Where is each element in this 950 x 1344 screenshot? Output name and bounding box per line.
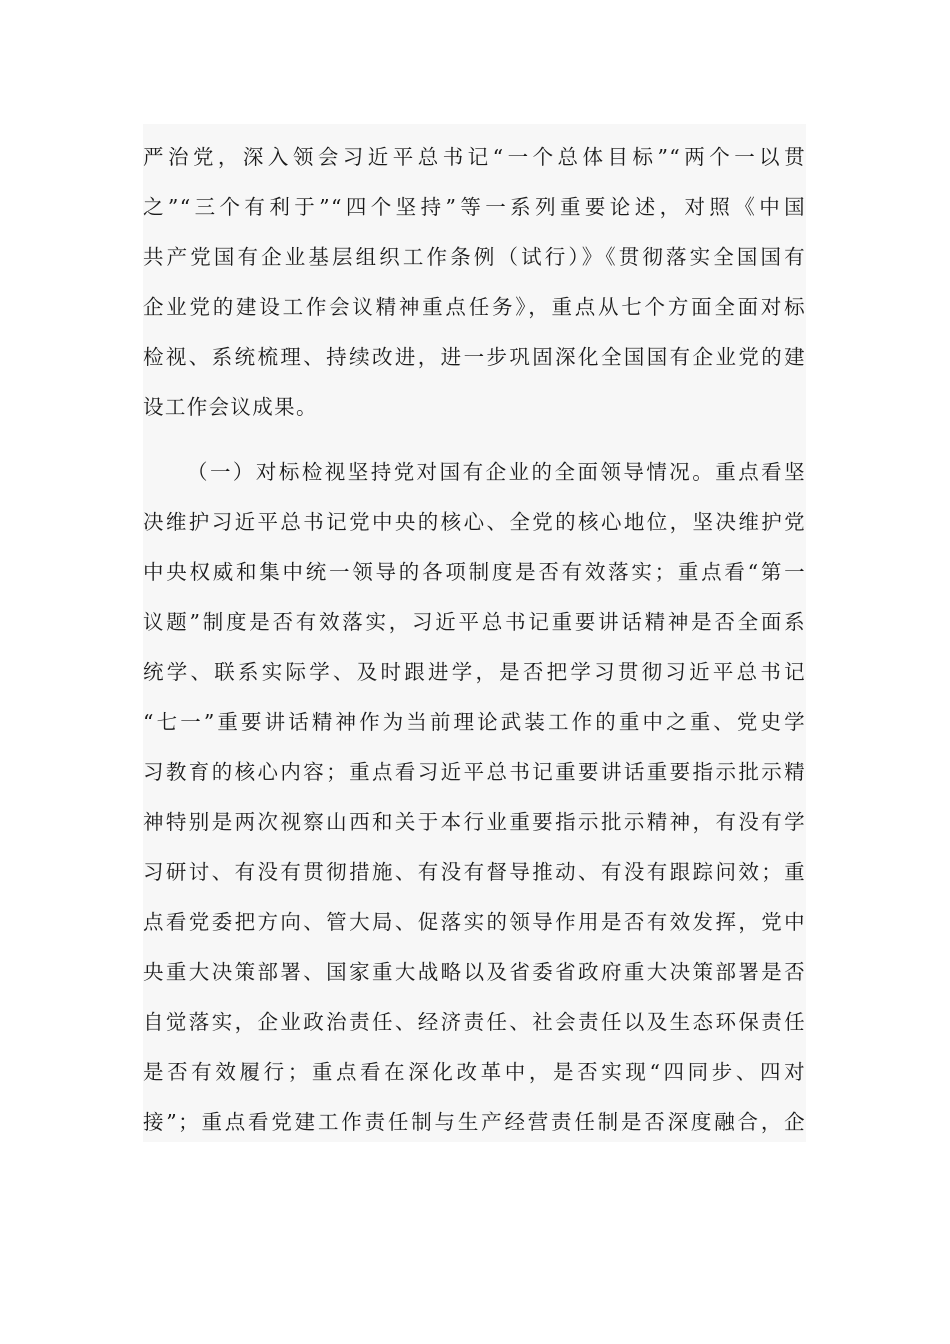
paragraph-2-line-5: 统学、联系实际学、及时跟进学，是否把学习贯彻习近平总书记 (143, 660, 806, 684)
paragraph-2-line-13: 是否有效履行；重点看在深化改革中，是否实现“四同步、四对 (143, 1060, 806, 1084)
paragraph-1-line-4: 企业党的建设工作会议精神重点任务》，重点从七个方面全面对标 (143, 295, 806, 319)
paragraph-1-line-2: 之”“三个有利于”“四个坚持”等一系列重要论述，对照《中国 (143, 195, 806, 219)
paragraph-2-line-12: 自觉落实，企业政治责任、经济责任、社会责任以及生态环保责任 (143, 1010, 806, 1034)
paragraph-1-line-5: 检视、系统梳理、持续改进，进一步巩固深化全国国有企业党的建 (143, 345, 806, 369)
paragraph-2-line-6: “七一”重要讲话精神作为当前理论武装工作的重中之重、党史学 (143, 710, 806, 734)
document-body (143, 124, 806, 1142)
paragraph-2-line-1: （一）对标检视坚持党对国有企业的全面领导情况。重点看坚 (187, 460, 806, 484)
paragraph-2-line-8: 神特别是两次视察山西和关于本行业重要指示批示精神，有没有学 (143, 810, 806, 834)
paragraph-2-line-4: 议题”制度是否有效落实，习近平总书记重要讲话精神是否全面系 (143, 610, 806, 634)
paragraph-2-line-7: 习教育的核心内容；重点看习近平总书记重要讲话重要指示批示精 (143, 760, 806, 784)
paragraph-1-line-3: 共产党国有企业基层组织工作条例（试行）》《贯彻落实全国国有 (143, 245, 806, 269)
paragraph-2-line-3: 中央权威和集中统一领导的各项制度是否有效落实；重点看“第一 (143, 560, 806, 584)
paragraph-2-line-2: 决维护习近平总书记党中央的核心、全党的核心地位，坚决维护党 (143, 510, 806, 534)
paragraph-2-line-10: 点看党委把方向、管大局、促落实的领导作用是否有效发挥，党中 (143, 910, 806, 934)
paragraph-2-line-11: 央重大决策部署、国家重大战略以及省委省政府重大决策部署是否 (143, 960, 806, 984)
paragraph-2-line-9: 习研讨、有没有贯彻措施、有没有督导推动、有没有跟踪问效；重 (143, 860, 806, 884)
paragraph-1-line-6: 设工作会议成果。 (143, 395, 318, 419)
paragraph-2-line-14: 接”；重点看党建工作责任制与生产经营责任制是否深度融合，企 (143, 1110, 806, 1134)
paragraph-1-line-1: 严治党，深入领会习近平总书记“一个总体目标”“两个一以贯 (143, 145, 806, 169)
